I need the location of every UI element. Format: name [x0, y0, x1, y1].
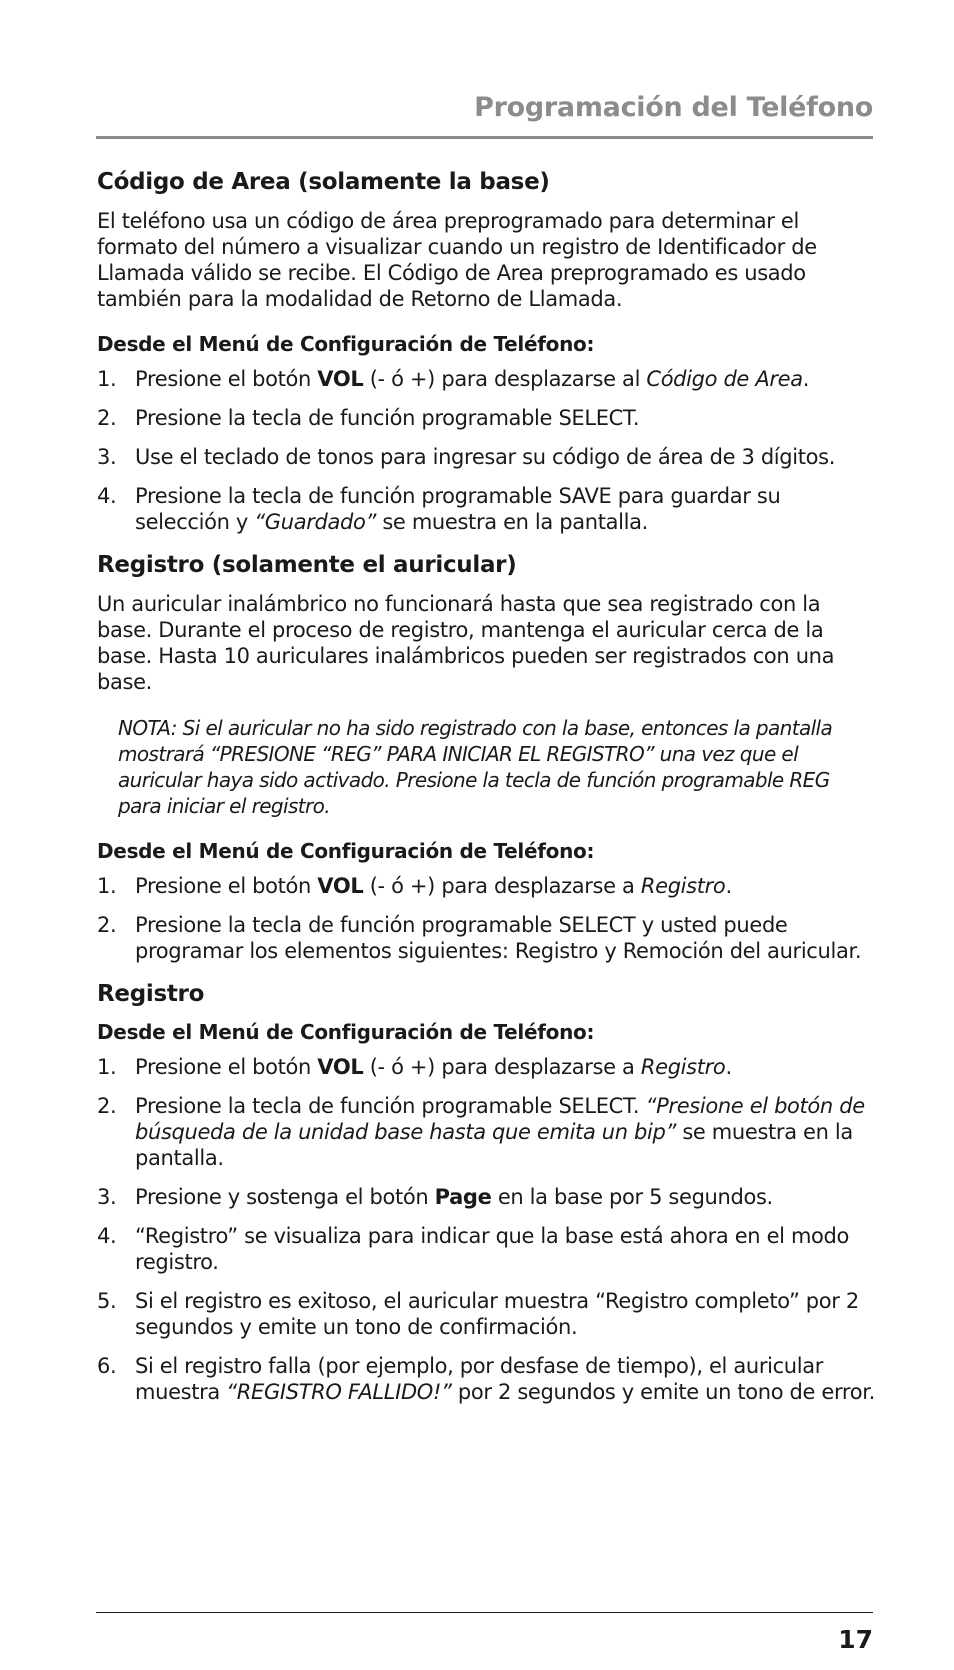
step-text: se muestra en la pantalla.	[135, 1120, 853, 1170]
step-number: 5.	[97, 1289, 117, 1313]
running-header: Programación del Teléfono	[474, 92, 873, 123]
menu-option: Código de Area	[646, 367, 803, 391]
list-item	[97, 405, 877, 431]
area-code-intro: El teléfono usa un código de área preprogramado para determinar el formato del número a visualizar cuando un registro de Identificador de Llamada válido se recibe. El Código de Area preprogramado es usado también para la modalidad de Retorno de Llamada.	[97, 209, 817, 311]
step-text: .	[725, 874, 732, 898]
step-text: Presione la tecla de función programable SAVE para guardar su selección y	[135, 484, 781, 534]
list-item	[97, 1288, 877, 1340]
step-text: Presione y sostenga el botón	[135, 1185, 435, 1209]
button-name: VOL	[317, 1055, 364, 1079]
list-item	[97, 912, 877, 964]
list-item	[97, 873, 877, 899]
registration-steps	[97, 873, 877, 964]
step-text: Presione el botón	[135, 1055, 318, 1079]
step-text: .	[802, 367, 810, 391]
step-text: (- ó +) para desplazarse a	[363, 1055, 641, 1079]
button-name: VOL	[317, 367, 364, 391]
list-item	[97, 1184, 877, 1210]
step-text: Si el registro falla (por ejemplo, por desfase de tiempo), el auricular muestra	[135, 1354, 824, 1404]
list-item	[97, 1093, 877, 1171]
display-message: “Presione el botón de búsqueda de la unidad base hasta que emita un bip”	[135, 1094, 865, 1144]
list-item	[97, 366, 877, 392]
display-message: “Guardado”	[254, 510, 377, 534]
area-code-subheading: Desde el Menú de Configuración de Teléfono:	[97, 332, 595, 356]
button-name: VOL	[317, 874, 364, 898]
register-steps	[97, 1054, 877, 1405]
step-number: 4.	[97, 1224, 117, 1248]
step-number: 3.	[97, 445, 117, 469]
step-text: (- ó +) para desplazarse al	[363, 367, 647, 391]
step-text: Presione el botón	[135, 874, 318, 898]
section-heading-registration: Registro (solamente el auricular)	[97, 552, 517, 578]
step-number: 3.	[97, 1185, 117, 1209]
registration-subheading: Desde el Menú de Configuración de Teléfono:	[97, 839, 595, 863]
step-text: en la base por 5 segundos.	[491, 1185, 773, 1209]
menu-option: Registro	[640, 1055, 726, 1079]
step-text: por 2 segundos y emite un tono de error.	[451, 1380, 875, 1404]
list-item	[97, 1054, 877, 1080]
step-text: .	[725, 1055, 732, 1079]
step-number: 2.	[97, 913, 117, 937]
registration-note: NOTA: Si el auricular no ha sido registrado con la base, entonces la pantalla mostrará “PRESIONE “REG” PARA INICIAR EL REGISTRO” una vez que el auricular haya sido activado. Presione la tecla de función programable REG para iniciar el registro.	[118, 716, 833, 818]
registration-intro: Un auricular inalámbrico no funcionará hasta que sea registrado con la base. Durante el proceso de registro, mantenga el auricular cerca de la base. Hasta 10 auriculares inalámbricos pueden ser registrados con una base.	[97, 592, 835, 694]
step-text: Presione la tecla de función programable SELECT y usted puede programar los elementos siguientes: Registro y Remoción del auricular.	[135, 913, 862, 963]
step-number: 1.	[97, 874, 117, 898]
list-item	[97, 483, 877, 535]
page-content	[97, 168, 877, 1421]
section-heading-area-code: Código de Area (solamente la base)	[97, 169, 550, 195]
header-rule	[96, 136, 873, 139]
step-number: 1.	[97, 367, 117, 391]
list-item	[97, 1353, 877, 1405]
page-number: 17	[838, 1625, 873, 1654]
display-message: “REGISTRO FALLIDO!”	[226, 1380, 452, 1404]
step-text: Si el registro es exitoso, el auricular muestra “Registro completo” por 2 segundos y emite un tono de confirmación.	[135, 1289, 859, 1339]
step-text: Presione la tecla de función programable SELECT.	[135, 1094, 646, 1118]
list-item	[97, 444, 877, 470]
step-number: 6.	[97, 1354, 117, 1378]
step-number: 4.	[97, 484, 117, 508]
step-number: 1.	[97, 1055, 117, 1079]
step-text: Presione el botón	[135, 367, 318, 391]
area-code-steps	[97, 366, 877, 535]
list-item	[97, 1223, 877, 1275]
step-text: “Registro” se visualiza para indicar que la base está ahora en el modo registro.	[135, 1224, 850, 1274]
step-text: Use el teclado de tonos para ingresar su código de área de 3 dígitos.	[135, 445, 836, 469]
footer-rule	[96, 1612, 873, 1613]
step-number: 2.	[97, 406, 117, 430]
step-text: se muestra en la pantalla.	[376, 510, 648, 534]
register-subheading: Desde el Menú de Configuración de Teléfono:	[97, 1020, 595, 1044]
step-number: 2.	[97, 1094, 117, 1118]
section-heading-register: Registro	[97, 981, 205, 1007]
menu-option: Registro	[640, 874, 726, 898]
step-text: (- ó +) para desplazarse a	[363, 874, 641, 898]
step-text: Presione la tecla de función programable SELECT.	[135, 406, 640, 430]
button-name: Page	[434, 1185, 492, 1209]
